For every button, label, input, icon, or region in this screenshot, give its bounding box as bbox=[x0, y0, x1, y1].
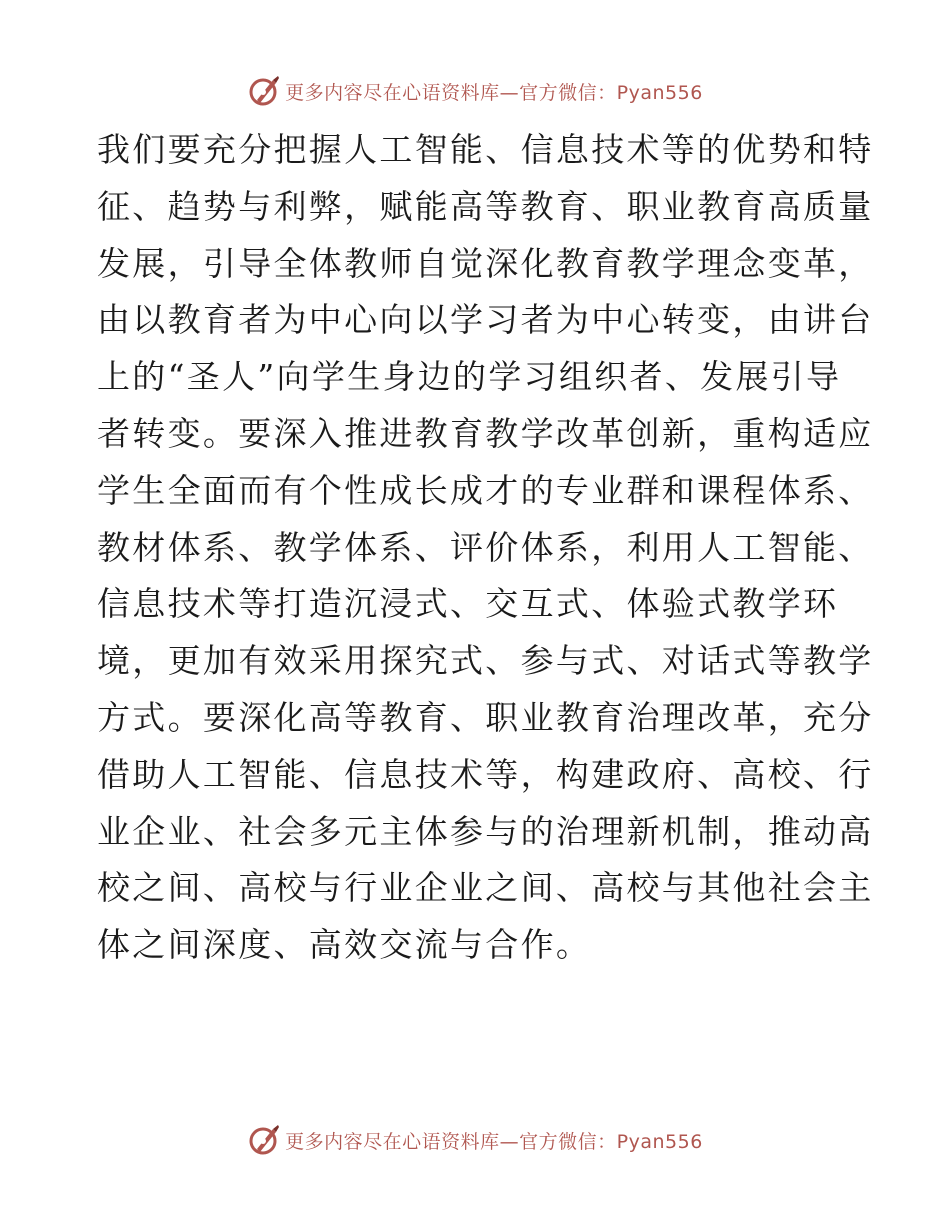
footer-banner-text: 更多内容尽在心语资料库—官方微信：Pyan556 bbox=[285, 1130, 703, 1153]
pen-quill-logo-icon bbox=[247, 74, 281, 108]
body-line: 学生全面而有个性成长成才的专业群和课程体系、 bbox=[97, 470, 874, 510]
body-line: 我们要充分把握人工智能、信息技术等的优势和特 bbox=[97, 130, 874, 169]
body-line: 发展，引导全体教师自觉深化教育教学理念变革， bbox=[97, 243, 874, 283]
body-line: 借助人工智能、信息技术等，构建政府、高校、行 bbox=[97, 754, 874, 794]
body-line: 业企业、社会多元主体参与的治理新机制，推动高 bbox=[97, 811, 874, 851]
body-line: 境，更加有效采用探究式、参与式、对话式等教学 bbox=[97, 641, 874, 681]
header-banner bbox=[0, 71, 950, 111]
body-line: 上的“圣人”向学生身边的学习组织者、发展引导 bbox=[97, 357, 842, 397]
header-banner-text: 更多内容尽在心语资料库—官方微信：Pyan556 bbox=[285, 81, 703, 104]
body-line: 者转变。要深入推进教育教学改革创新，重构适应 bbox=[97, 413, 874, 453]
body-line: 校之间、高校与行业企业之间、高校与其他社会主 bbox=[97, 868, 874, 908]
body-line: 教材体系、教学体系、评价体系，利用人工智能、 bbox=[97, 527, 874, 567]
body-line: 信息技术等打造沉浸式、交互式、体验式教学环 bbox=[97, 584, 839, 624]
document-body bbox=[97, 122, 874, 974]
body-line: 征、趋势与利弊，赋能高等教育、职业教育高质量 bbox=[97, 186, 874, 226]
footer-banner bbox=[0, 1120, 950, 1160]
body-line: 体之间深度、高效交流与合作。 bbox=[97, 925, 592, 965]
pen-quill-logo-icon bbox=[247, 1123, 281, 1157]
body-line: 方式。要深化高等教育、职业教育治理改革，充分 bbox=[97, 697, 874, 737]
body-line: 由以教育者为中心向以学习者为中心转变，由讲台 bbox=[97, 300, 874, 340]
